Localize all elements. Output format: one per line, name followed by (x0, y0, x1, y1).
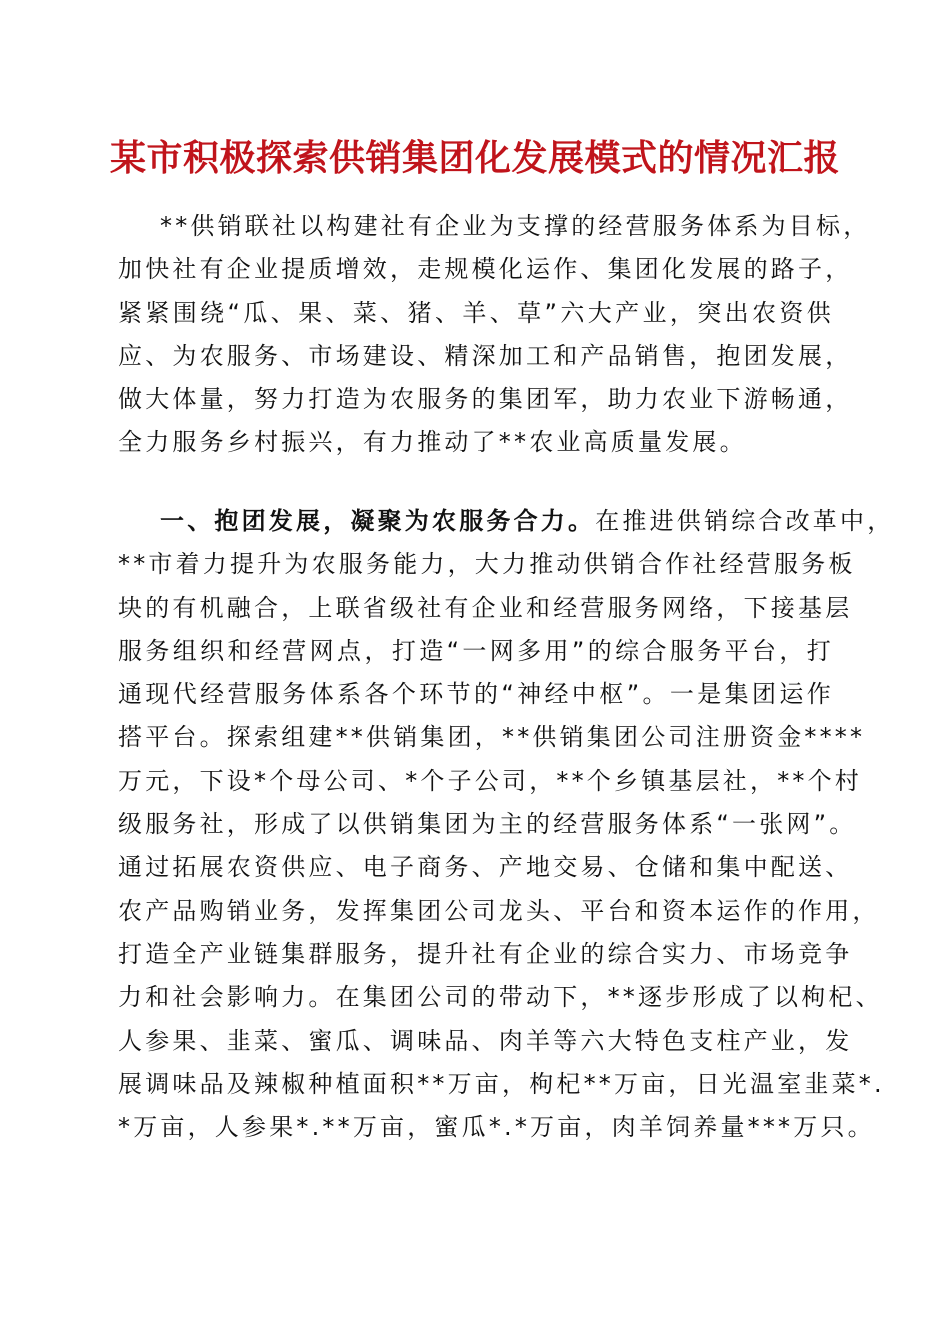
text-line: 服务组织和经营网点，打造“一网多用”的综合服务平台，打 (118, 636, 834, 665)
section-heading: 一、抱团发展，凝聚为农服务合力。 (160, 507, 596, 535)
text-line: 农产品购销业务，发挥集团公司龙头、平台和资本运作的作用， (118, 896, 880, 925)
text-line: 加快社有企业提质增效，走规模化运作、集团化发展的路子， (118, 255, 853, 284)
text-line: **市着力提升为农服务能力，大力推动供销合作社经营服务板 (118, 550, 856, 579)
paragraph-section-one (118, 500, 895, 1149)
text-line: 通现代经营服务体系各个环节的“神经中枢”。一是集团运作 (118, 680, 834, 709)
text-line: 一、抱团发展，凝聚为农服务合力。在推进供销综合改革中， (160, 507, 895, 535)
text-line: 紧紧围绕“瓜、果、菜、猪、羊、草”六大产业，突出农资供 (118, 298, 834, 327)
text-line: **供销联社以构建社有企业为支撑的经营服务体系为目标， (160, 212, 871, 240)
document-title: 某市积极探索供销集团化发展模式的情况汇报 (109, 137, 840, 179)
text-line: 搭平台。探索组建**供销集团，**供销集团公司注册资金**** (118, 723, 866, 752)
text-line: 人参果、韭菜、蜜瓜、调味品、肉羊等六大特色支柱产业，发 (118, 1026, 853, 1055)
paragraph-intro (118, 205, 871, 465)
text-line: 打造全产业链集群服务，提升社有企业的综合实力、市场竞争 (118, 939, 853, 968)
text-line: 万元，下设*个母公司、*个子公司，**个乡镇基层社，**个村 (118, 766, 862, 795)
text-line: 展调味品及辣椒种植面积**万亩，枸杞**万亩，日光温室韭菜*. (118, 1069, 885, 1098)
text-line: 力和社会影响力。在集团公司的带动下，**逐步形成了以枸杞、 (118, 983, 883, 1012)
text-line: 全力服务乡村振兴，有力推动了**农业高质量发展。 (118, 428, 747, 457)
text-line: 级服务社，形成了以供销集团为主的经营服务体系“一张网”。 (118, 810, 857, 839)
text-line: 块的有机融合，上联省级社有企业和经营服务网络，下接基层 (118, 593, 853, 622)
text-line: 应、为农服务、市场建设、精深加工和产品销售，抱团发展， (118, 341, 853, 370)
text-line: 通过拓展农资供应、电子商务、产地交易、仓储和集中配送、 (118, 853, 853, 882)
text-line: *万亩，人参果*.**万亩，蜜瓜*.*万亩，肉羊饲养量***万只。 (118, 1113, 875, 1142)
text-line: 做大体量，努力打造为农服务的集团军，助力农业下游畅通， (118, 385, 853, 414)
